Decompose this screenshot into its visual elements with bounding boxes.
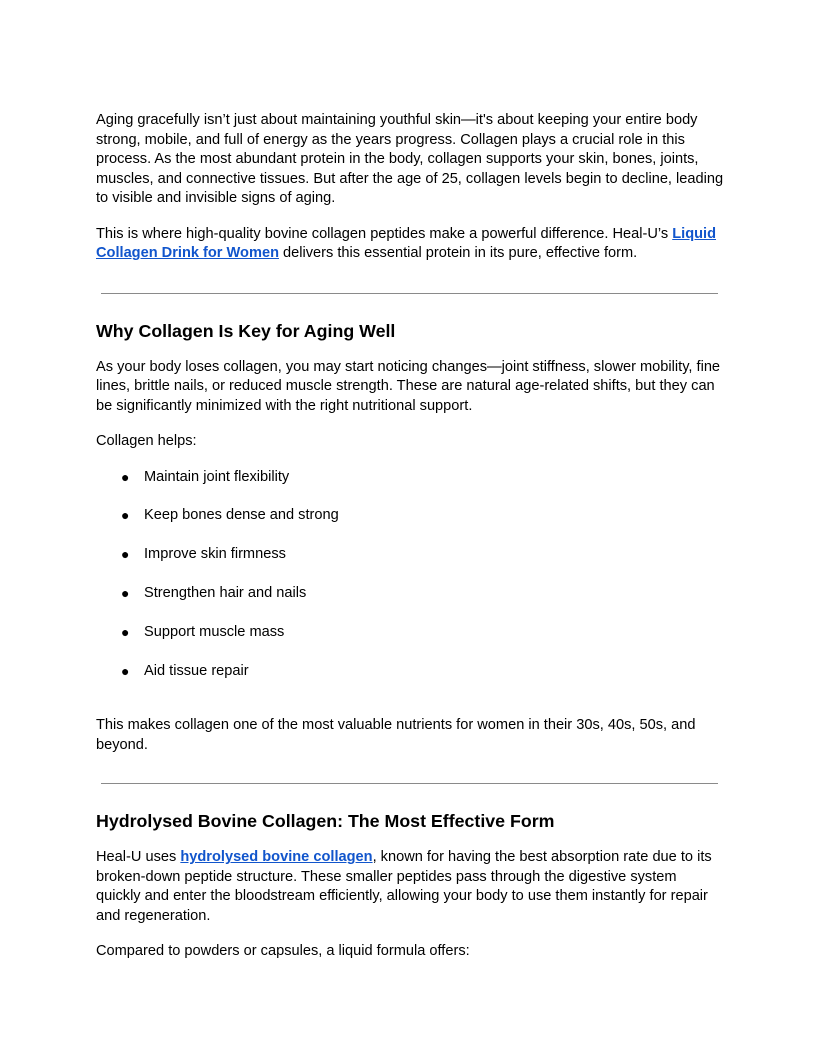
list-item <box>96 584 724 604</box>
document-page <box>96 111 724 962</box>
list-item-text: Improve skin firmness <box>144 546 286 563</box>
list-intro: Collagen helps: <box>96 433 197 449</box>
hydrolysed-bovine-collagen-link[interactable]: hydrolysed bovine collagen <box>180 849 373 866</box>
section-heading-why-collagen: Why Collagen Is Key for Aging Well <box>96 320 396 341</box>
compare-paragraph: Compared to powders or capsules, a liquid formula offers: <box>96 943 470 960</box>
intro-second-paragraph <box>96 225 724 264</box>
benefits-list <box>96 468 724 682</box>
bullet-icon: ● <box>121 585 130 602</box>
section-divider <box>101 783 718 784</box>
bullet-icon: ● <box>121 624 130 641</box>
list-item <box>96 623 724 643</box>
hydrolysed-text-after: , known for having the best absorption rate due to its broken-down peptide structure. These smaller peptides pass through the digestive system quickly and enter the bloodstream efficiently, allowing your body to use them instantly for repair and regeneration. <box>96 849 712 924</box>
list-item-text: Aid tissue repair <box>144 662 249 679</box>
section-divider <box>101 293 718 294</box>
list-item-text: Maintain joint flexibility <box>144 468 290 485</box>
intro-second-text-after: delivers this essential protein in its pure, effective form. <box>278 245 638 261</box>
liquid-collagen-drink-link[interactable]: Liquid Collagen Drink for Women <box>96 225 717 261</box>
hydrolysed-paragraph <box>96 848 724 926</box>
bullet-icon: ● <box>121 507 130 524</box>
hydrolysed-text-before: Heal-U uses <box>96 849 181 866</box>
list-item <box>96 468 724 488</box>
list-item <box>96 545 724 565</box>
list-item <box>96 506 724 526</box>
bullet-icon: ● <box>121 546 130 563</box>
bullet-icon: ● <box>121 662 130 679</box>
section-heading-hydrolysed: Hydrolysed Bovine Collagen: The Most Effective Form <box>96 811 555 832</box>
list-item <box>96 662 724 682</box>
bullet-icon: ● <box>121 468 130 485</box>
why-collagen-paragraph: As your body loses collagen, you may start noticing changes—joint stiffness, slower mobility, fine lines, brittle nails, or reduced muscle strength. These are natural age-related shifts, but they can be significantly minimized with the right nutritional support. <box>96 358 721 414</box>
list-item-text: Support muscle mass <box>144 624 285 641</box>
intro-paragraph: Aging gracefully isn’t just about maintaining youthful skin—it's about keeping your entire body strong, mobile, and full of energy as the years progress. Collagen plays a crucial role in this process. As the most abundant protein in the body, collagen supports your skin, bones, joints, muscles, and connective tissues. But after the age of 25, collagen levels begin to decline, leading to visible and invisible signs of aging. <box>96 112 724 206</box>
list-item-text: Keep bones dense and strong <box>144 507 339 524</box>
intro-second-text-before: This is where high-quality bovine collagen peptides make a powerful difference. Heal-U’s <box>96 225 673 242</box>
closing-paragraph: This makes collagen one of the most valuable nutrients for women in their 30s, 40s, 50s, and beyond. <box>96 717 696 753</box>
list-item-text: Strengthen hair and nails <box>144 585 307 602</box>
